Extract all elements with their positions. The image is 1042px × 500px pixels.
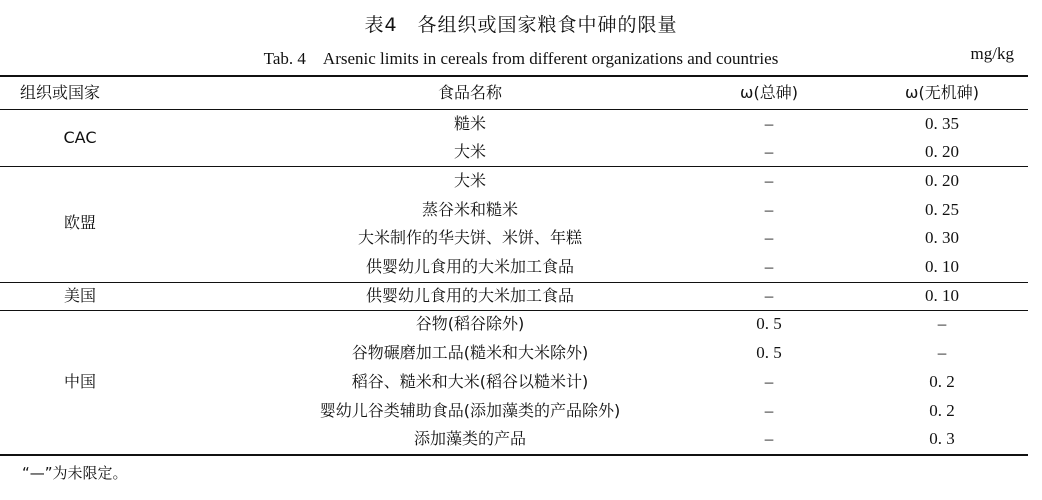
org-eu: 欧盟	[63, 213, 96, 232]
food-name: 谷物(稻谷除外)	[415, 314, 525, 333]
total-arsenic-value: –	[764, 142, 774, 161]
header-food: 食品名称	[437, 83, 502, 102]
total-arsenic-value: –	[764, 401, 774, 420]
food-name: 大米	[453, 171, 486, 190]
org-china: 中国	[63, 372, 96, 391]
inorganic-arsenic-value: –	[937, 343, 947, 362]
header-org: 组织或国家	[20, 83, 101, 102]
food-name: 供婴幼儿食用的大米加工食品	[365, 286, 574, 305]
inorganic-arsenic-value: 0. 35	[925, 114, 959, 133]
group-rule	[0, 282, 1028, 283]
food-name: 谷物碾磨加工品(糙米和大米除外)	[351, 343, 589, 362]
inorganic-arsenic-value: 0. 20	[925, 171, 959, 190]
org-cac: CAC	[63, 128, 97, 147]
food-name: 糙米	[453, 114, 486, 133]
total-arsenic-value: –	[764, 228, 774, 247]
total-arsenic-value: –	[764, 200, 774, 219]
header-inorganic-arsenic: ω(无机砷)	[905, 83, 979, 102]
header-rule	[0, 109, 1028, 110]
inorganic-arsenic-value: 0. 2	[929, 372, 955, 391]
inorganic-arsenic-value: 0. 30	[925, 228, 959, 247]
inorganic-arsenic-value: 0. 2	[929, 401, 955, 420]
inorganic-arsenic-value: 0. 3	[929, 429, 955, 448]
inorganic-arsenic-value: 0. 25	[925, 200, 959, 219]
total-arsenic-value: –	[764, 257, 774, 276]
food-name: 供婴幼儿食用的大米加工食品	[365, 257, 574, 276]
table-caption-en: Tab. 4 Arsenic limits in cereals from different organizations and countries	[263, 49, 779, 68]
food-name: 大米	[453, 142, 486, 161]
total-arsenic-value: –	[764, 114, 774, 133]
food-name: 添加藻类的产品	[413, 429, 526, 448]
bottom-rule	[0, 454, 1028, 456]
header-total-arsenic: ω(总砷)	[740, 83, 798, 102]
food-name: 大米制作的华夫饼、米饼、年糕	[357, 228, 582, 247]
food-name: 蒸谷米和糙米	[421, 200, 518, 219]
inorganic-arsenic-value: –	[937, 314, 947, 333]
group-rule	[0, 310, 1028, 311]
inorganic-arsenic-value: 0. 20	[925, 142, 959, 161]
food-name: 稻谷、糙米和大米(稻谷以糙米计)	[351, 372, 589, 391]
org-usa: 美国	[63, 286, 96, 305]
food-name: 婴幼儿谷类辅助食品(添加藻类的产品除外)	[319, 401, 621, 420]
top-rule	[0, 75, 1028, 77]
footnote: “—”为未限定。	[22, 464, 128, 482]
total-arsenic-value: –	[764, 429, 774, 448]
unit-label: mg/kg	[970, 44, 1014, 63]
total-arsenic-value: –	[764, 372, 774, 391]
total-arsenic-value: 0. 5	[756, 343, 782, 362]
table-caption-cn: 表4 各组织或国家粮食中砷的限量	[364, 14, 678, 36]
total-arsenic-value: –	[764, 286, 774, 305]
total-arsenic-value: –	[764, 171, 774, 190]
inorganic-arsenic-value: 0. 10	[925, 257, 959, 276]
total-arsenic-value: 0. 5	[756, 314, 782, 333]
inorganic-arsenic-value: 0. 10	[925, 286, 959, 305]
group-rule	[0, 166, 1028, 167]
